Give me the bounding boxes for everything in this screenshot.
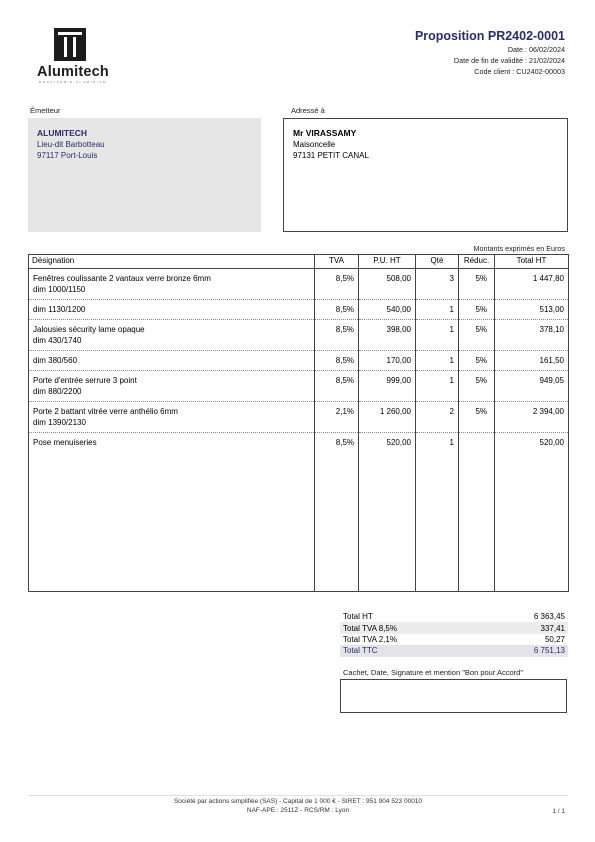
cell-pu: 540,00: [359, 300, 416, 320]
table-row: [29, 433, 569, 592]
total-ht-label: Total HT: [343, 612, 373, 622]
cell-designation: dim 1130/1200: [29, 300, 315, 320]
document-date: Date : 06/02/2024: [507, 45, 565, 54]
cell-reduc: 5%: [459, 269, 495, 300]
recipient-label: Adressé à: [291, 106, 325, 115]
col-header-total-ht: Total HT: [495, 255, 569, 269]
total-tva-21-label: Total TVA 2,1%: [343, 634, 397, 644]
total-ttc-value: 6 751,13: [481, 645, 568, 656]
sender-box: [28, 118, 261, 232]
table-row: [29, 402, 569, 433]
cell-qty: 1: [416, 433, 459, 592]
footer-legal-line1: Société par actions simplifiée (SAS) - Capital de 1 000 € - SIRET : 951 904 523 00010: [173, 798, 423, 805]
cell-tva: 8,5%: [315, 269, 359, 300]
cell-pu: 398,00: [359, 320, 416, 351]
cell-pu: 508,00: [359, 269, 416, 300]
recipient-address-line1: Maisoncelle: [293, 140, 336, 149]
cell-reduc: 5%: [459, 402, 495, 433]
cell-tva: 8,5%: [315, 371, 359, 402]
total-tva-85-label: Total TVA 8,5%: [340, 622, 481, 633]
table-row: [29, 300, 569, 320]
signature-label: Cachet, Date, Signature et mention "Bon pour Accord": [343, 668, 524, 677]
cell-designation: Porte d'entrée serrure 3 point dim 880/2200: [29, 371, 315, 402]
cell-qty: 1: [416, 320, 459, 351]
sender-label: Émetteur: [30, 106, 61, 115]
cell-total: 949,05: [495, 371, 569, 402]
cell-total: 161,50: [495, 351, 569, 371]
cell-designation: dim 380/560: [29, 351, 315, 371]
table-header-row: [29, 255, 569, 269]
total-ttc-row: [340, 645, 568, 656]
total-ttc-label: Total TTC: [340, 645, 481, 656]
cell-reduc: 5%: [459, 300, 495, 320]
recipient-name: Mr VIRASSAMY: [293, 128, 357, 138]
cell-tva: 8,5%: [315, 300, 359, 320]
table-row: [29, 320, 569, 351]
cell-tva: 8,5%: [315, 433, 359, 592]
document-title: Proposition PR2402-0001: [414, 29, 565, 43]
cell-pu: 170,00: [359, 351, 416, 371]
cell-designation: Jalousies sécurity lame opaque dim 430/1740: [29, 320, 315, 351]
table-row: [29, 351, 569, 371]
total-ht-row: [340, 611, 568, 622]
col-header-pu-ht: P.U. HT: [359, 255, 416, 269]
table-row: [29, 269, 569, 300]
cell-pu: 520,00: [359, 433, 416, 592]
total-tva-85-value: 337,41: [481, 622, 568, 633]
total-tva-21-row: [340, 634, 568, 645]
logo-mark-icon: [54, 28, 86, 61]
sender-address-line2: 97117 Port-Louis: [37, 151, 98, 160]
recipient-address-line2: 97131 PETIT CANAL: [293, 151, 369, 160]
cell-designation: Fenêtres coulissante 2 vantaux verre bronze 6mm dim 1000/1150: [29, 269, 315, 300]
cell-reduc: 5%: [459, 371, 495, 402]
cell-designation: Pose menuiseries: [29, 433, 315, 592]
cell-qty: 1: [416, 351, 459, 371]
logo-name: Alumitech: [37, 64, 109, 80]
cell-qty: 2: [416, 402, 459, 433]
page-number: 1 / 1: [552, 808, 565, 815]
col-header-tva: TVA: [315, 255, 359, 269]
col-header-designation: Désignation: [29, 255, 315, 269]
cell-reduc: 5%: [459, 320, 495, 351]
cell-tva: 8,5%: [315, 320, 359, 351]
cell-qty: 1: [416, 371, 459, 402]
col-header-reduc: Réduc.: [459, 255, 495, 269]
amounts-currency-note: Montants exprimés en Euros: [473, 244, 565, 253]
client-code: Code client : CU2402-00003: [474, 67, 565, 76]
cell-pu: 999,00: [359, 371, 416, 402]
cell-qty: 3: [416, 269, 459, 300]
cell-tva: 8,5%: [315, 351, 359, 371]
cell-total: 378,10: [495, 320, 569, 351]
cell-tva: 2,1%: [315, 402, 359, 433]
company-logo: [30, 28, 116, 84]
sender-name: ALUMITECH: [37, 128, 88, 138]
cell-designation: Porte 2 battant vitrée verre anthélio 6mm dim 1390/2130: [29, 402, 315, 433]
footer-legal-line2: NAF-APE : 2511Z - RCS/RM : Lyon: [246, 807, 350, 814]
cell-total: 1 447,80: [495, 269, 569, 300]
cell-reduc: 5%: [459, 351, 495, 371]
total-tva-21-value: 50,27: [544, 634, 565, 644]
signature-box[interactable]: [340, 679, 567, 713]
logo-tagline: MENUISERIE ALUMINIUM: [38, 80, 108, 84]
cell-total: 513,00: [495, 300, 569, 320]
validity-date: Date de fin de validité : 21/02/2024: [453, 56, 565, 65]
cell-pu: 1 260,00: [359, 402, 416, 433]
total-ht-value: 6 363,45: [533, 612, 565, 622]
cell-reduc: [459, 433, 495, 592]
total-tva-85-row: [340, 622, 568, 633]
col-header-qty: Qté: [416, 255, 459, 269]
line-items-table: [28, 254, 569, 592]
cell-total: 520,00: [495, 433, 569, 592]
cell-total: 2 394,00: [495, 402, 569, 433]
sender-address-line1: Lieu-dit Barbotteau: [37, 140, 105, 149]
footer-divider: [28, 795, 568, 796]
recipient-box: [283, 118, 568, 232]
table-row: [29, 371, 569, 402]
cell-qty: 1: [416, 300, 459, 320]
totals-table: [340, 611, 568, 657]
